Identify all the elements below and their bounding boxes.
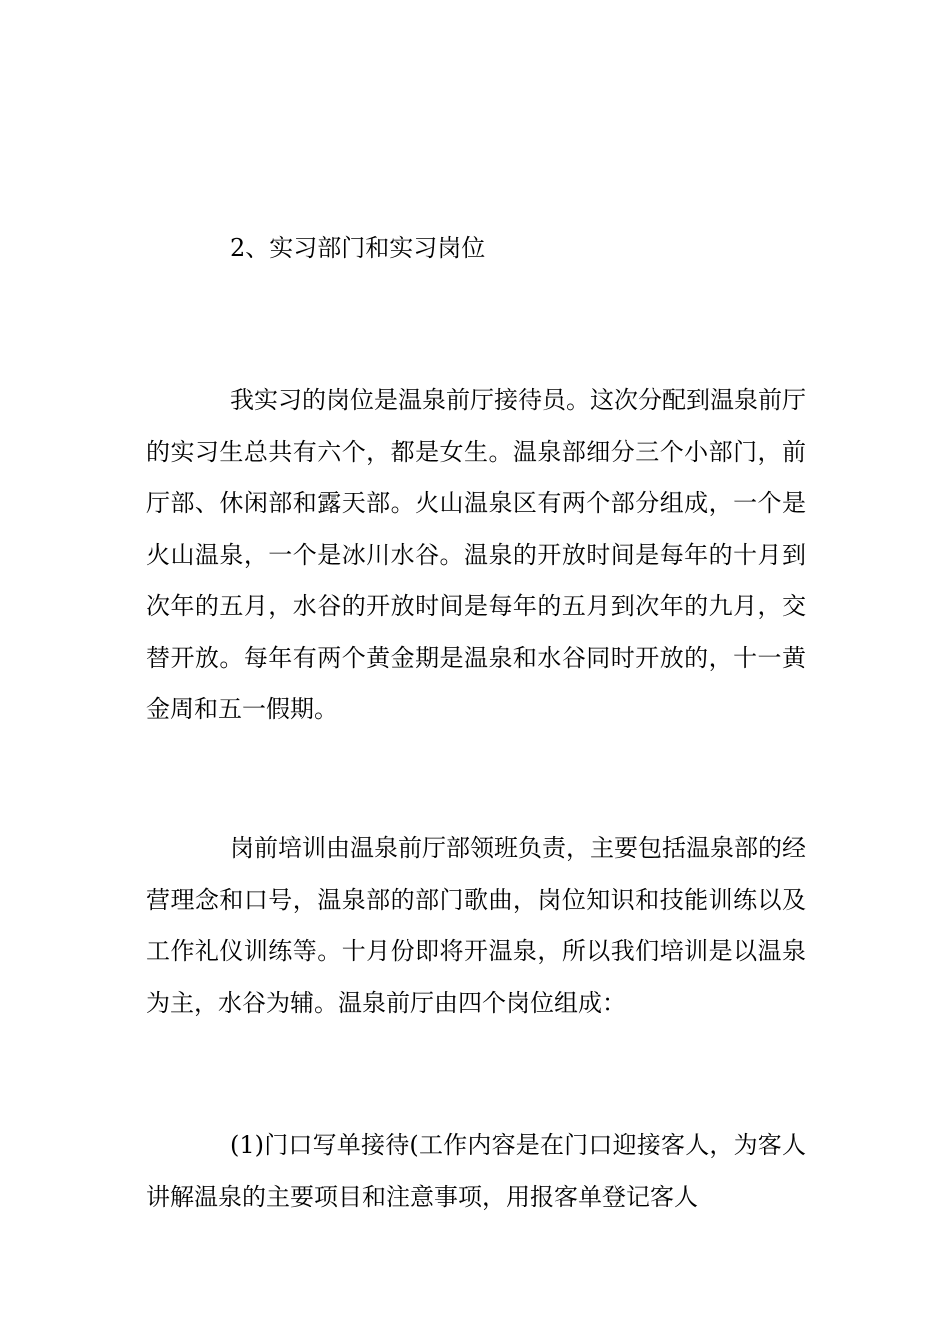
paragraph-door-reception: (1)门口写单接待(工作内容是在门口迎接客人，为客人讲解温泉的主要项目和注意事项，用报客单登记客人 bbox=[146, 1131, 806, 1211]
paragraph-pre-job-training: 岗前培训由温泉前厅部领班负责，主要包括温泉部的经营理念和口号，温泉部的部门歌曲，岗位知识和技能训练以及工作礼仪训练等。十月份即将开温泉，所以我们培训是以温泉为主，水谷为辅。温泉前厅由四个岗位组成： bbox=[146, 834, 806, 1017]
paragraph-internship-position: 我实习的岗位是温泉前厅接待员。这次分配到温泉前厅的实习生总共有六个，都是女生。温泉部细分三个小部门，前厅部、休闲部和露天部。火山温泉区有两个部分组成，一个是火山温泉，一个是冰川水谷。温泉的开放时间是每年的十月到次年的五月，水谷的开放时间是每年的五月到次年的九月，交替开放。每年有两个黄金期是温泉和水谷同时开放的，十一黄金周和五一假期。 bbox=[146, 386, 806, 723]
section-heading: 2、实习部门和实习岗位 bbox=[230, 234, 486, 262]
